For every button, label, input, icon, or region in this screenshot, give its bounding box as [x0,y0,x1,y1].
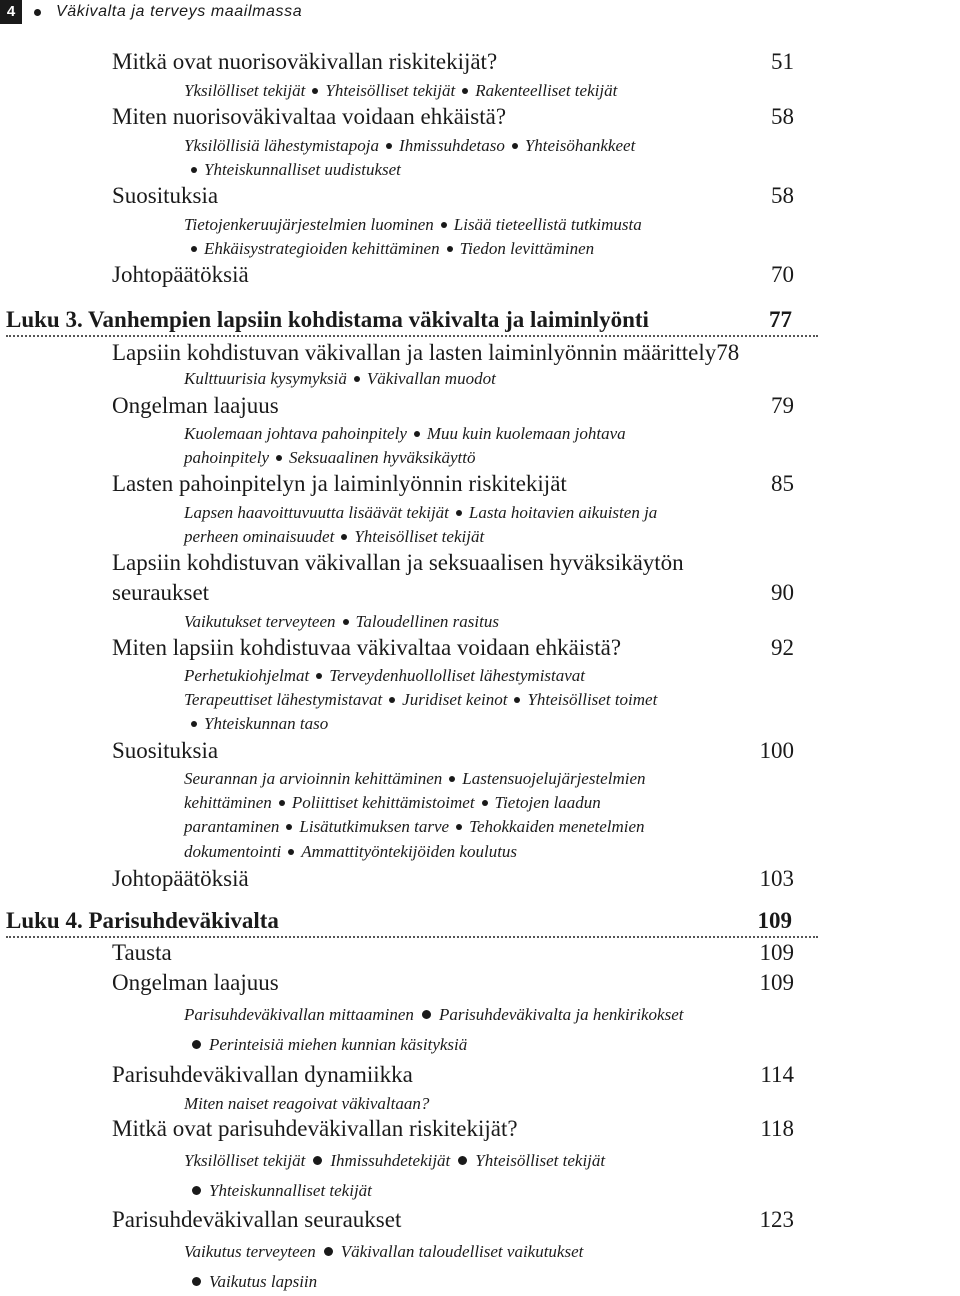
toc-topic: Rakenteelliset tekijät [475,81,618,100]
page-number: 90 [771,580,794,605]
section-title: Johtopäätöksiä [112,866,249,891]
bullet-icon [316,673,322,679]
section-title: Suosituksia [112,738,219,763]
toc-topics [184,423,804,445]
page-number: 103 [759,866,794,891]
toc-topic: Juridiset keinot [402,690,508,709]
bullet-icon [191,167,197,173]
section-title: seuraukset [112,580,210,605]
toc-section [112,634,794,662]
bullet-icon [447,246,453,252]
toc-topic: Ihmissuhdetekijät [330,1151,451,1170]
toc-topic: Yksilölliset tekijät [184,1151,306,1170]
bullet-icon [276,455,282,461]
toc-topics [184,841,804,863]
toc-topic: Tehokkaiden menetelmien [469,817,645,836]
toc-section [112,579,794,607]
toc-topic: Lisää tieteellistä tutkimusta [453,215,642,234]
chapter-title: Luku 4. Parisuhdeväkivalta [6,908,279,933]
toc-topics [184,1004,804,1026]
toc-topic: Kulttuurisia kysymyksiä [184,369,347,388]
toc-topics [184,792,804,814]
toc-topic: Lisätutkimuksen tarve [299,817,450,836]
page-number: 109 [759,970,794,995]
toc-topics [184,526,804,548]
page-number: 78 [716,340,740,365]
bullet-icon [456,510,462,516]
page-number: 114 [760,1062,794,1087]
section-title: Suosituksia [112,183,219,208]
toc-topics [184,238,804,260]
bullet-icon [312,88,318,94]
toc-topic: Yhteisölliset toimet [527,690,658,709]
page-number: 51 [771,49,794,74]
toc-topic: Ammattityöntekijöiden koulutus [301,842,518,861]
bullet-icon [191,246,197,252]
toc-topic: Lapsen haavoittuvuutta lisäävät tekijät [184,503,449,522]
section-title: Miten lapsiin kohdistuvaa väkivaltaa voidaan ehkäistä? [112,635,622,660]
toc-topic: Seurannan ja arvioinnin kehittäminen [184,769,443,788]
toc-topic: Tietojenkeruujärjestelmien luominen [184,215,434,234]
toc-topic: Ihmissuhdetaso [399,136,505,155]
page-number: 58 [771,104,794,129]
toc-topics [184,611,804,633]
toc-topics [184,214,804,236]
toc-topics [184,159,804,181]
toc-section [112,1115,794,1143]
page-number: 77 [769,307,792,332]
page-number: 109 [759,940,794,965]
section-title: Lapsiin kohdistuvan väkivallan ja seksuaalisen hyväksikäytön [112,550,684,575]
toc-topic: pahoinpitely [184,448,269,467]
bullet-icon [458,1156,467,1165]
toc-topics [184,368,804,390]
toc-topics [184,1093,804,1115]
bullet-icon [449,776,455,782]
toc-topic: Perhetukiohjelmat [184,666,310,685]
page-number: 4 [0,0,22,24]
toc-topic: Yhteisölliset tekijät [475,1151,606,1170]
toc-topic: Väkivallan muodot [366,369,496,388]
page-number: 118 [760,1116,794,1141]
toc-topic: Ehkäisystrategioiden kehittäminen [204,239,440,258]
toc-topic: Terapeuttiset lähestymistavat [184,690,383,709]
bullet-icon [324,1247,333,1256]
toc-topics [184,713,804,735]
toc-topics [184,1034,804,1056]
toc-section [112,103,794,131]
section-title: Tausta [112,940,172,965]
bullet-icon [512,143,518,149]
toc-topic: Lastensuojelujärjestelmien [462,769,646,788]
section-title: Parisuhdeväkivallan seuraukset [112,1207,402,1232]
toc-topics [184,665,804,687]
toc-section [112,392,794,420]
toc-topics [184,135,804,157]
toc-topics [184,816,804,838]
toc-topic: Yhteisöhankkeet [524,136,636,155]
toc-topic: Poliittiset kehittämistoimet [291,793,475,812]
toc-section [112,939,794,967]
bullet-icon [313,1156,322,1165]
toc-topic: Taloudellinen rasitus [355,612,499,631]
bullet-icon [288,849,294,855]
bullet-icon [192,1040,201,1049]
toc-section [112,969,794,997]
toc-topic: kehittäminen [184,793,272,812]
section-title: Miten nuorisoväkivaltaa voidaan ehkäistä? [112,104,507,129]
toc-topic: Kuolemaan johtava pahoinpitely [184,424,407,443]
bullet-icon [414,431,420,437]
toc-topic: Parisuhdeväkivalta ja henkirikokset [438,1005,684,1024]
page-number: 85 [771,471,794,496]
section-title: Lapsiin kohdistuvan väkivallan ja lasten laiminlyönnin määrittely [112,340,717,365]
page-number: 92 [771,635,794,660]
toc-topic: Perinteisiä miehen kunnian käsityksiä [209,1035,468,1054]
page-number: 79 [771,393,794,418]
section-title: Mitkä ovat nuorisoväkivallan riskitekijät? [112,49,498,74]
toc-topic: parantaminen [184,817,280,836]
toc-topic: perheen ominaisuudet [184,527,335,546]
page-number: 100 [759,738,794,763]
toc-section [112,339,794,367]
bullet-icon [441,222,447,228]
page-number: 109 [757,908,792,933]
header-title: Väkivalta ja terveys maailmassa [56,3,303,20]
toc-topic: Yhteisölliset tekijät [354,527,485,546]
toc-topic: dokumentointi [184,842,282,861]
toc-section [112,182,794,210]
toc-topic: Seksuaalinen hyväksikäyttö [288,448,476,467]
toc-topic: Vaikutus lapsiin [209,1272,318,1291]
toc-section [112,737,794,765]
page-number: 123 [759,1207,794,1232]
toc-topics [184,1241,804,1263]
section-title: Ongelman laajuus [112,393,279,418]
toc-topics [184,1180,804,1202]
toc-topics [184,1150,804,1172]
toc-topics [184,768,804,790]
toc-topic: Vaikutukset terveyteen [184,612,336,631]
toc-topics [184,80,804,102]
bullet-icon [341,534,347,540]
toc-topic: Väkivallan taloudelliset vaikutukset [340,1242,584,1261]
toc-topic: Muu kuin kuolemaan johtava [426,424,626,443]
bullet-icon [389,697,395,703]
toc-chapter [6,305,818,337]
toc-topic: Lasta hoitavien aikuisten ja [468,503,658,522]
toc-topic: Parisuhdeväkivallan mittaaminen [184,1005,414,1024]
bullet-icon [514,697,520,703]
toc-section [112,48,794,76]
bullet-icon [386,143,392,149]
bullet-icon [482,800,488,806]
page-number: 70 [771,262,794,287]
toc-topics [184,689,804,711]
section-title: Lasten pahoinpitelyn ja laiminlyönnin riskitekijät [112,471,567,496]
bullet-icon [192,1186,201,1195]
section-title: Johtopäätöksiä [112,262,249,287]
toc-section [112,865,794,893]
bullet-icon [354,376,360,382]
toc-topic: Yhteiskunnan taso [204,714,329,733]
section-title: Ongelman laajuus [112,970,279,995]
chapter-title: Luku 3. Vanhempien lapsiin kohdistama väkivalta ja laiminlyönti [6,307,649,332]
toc-topics [184,447,804,469]
toc-section [112,549,794,577]
bullet-icon [286,824,292,830]
bullet-icon [343,619,349,625]
section-title: Mitkä ovat parisuhdeväkivallan riskitekijät? [112,1116,518,1141]
toc-topic: Vaikutus terveyteen [184,1242,316,1261]
toc-topic: Yksilölliset tekijät [184,81,306,100]
toc-topic: Yhteiskunnalliset tekijät [209,1181,372,1200]
section-title: Parisuhdeväkivallan dynamiikka [112,1062,413,1087]
bullet-icon [456,824,462,830]
toc-topic: Terveydenhuollolliset lähestymistavat [329,666,586,685]
bullet-icon [462,88,468,94]
toc-section [112,261,794,289]
toc-topic: Miten naiset reagoivat väkivaltaan? [184,1094,430,1113]
toc-topics [184,502,804,524]
toc-section [112,470,794,498]
bullet-icon [191,721,197,727]
toc-section [112,1206,794,1234]
toc-topic: Yksilöllisiä lähestymistapoja [184,136,380,155]
toc-topic: Tietojen laadun [494,793,601,812]
page-number: 58 [771,183,794,208]
bullet-icon [192,1277,201,1286]
toc-topics [184,1271,804,1293]
bullet-icon [422,1010,431,1019]
bullet-icon [279,800,285,806]
toc-section [112,1061,794,1089]
toc-topic: Tiedon levittäminen [459,239,595,258]
toc-chapter [6,906,818,938]
toc-topic: Yhteisölliset tekijät [325,81,456,100]
toc-topic: Yhteiskunnalliset uudistukset [204,160,401,179]
